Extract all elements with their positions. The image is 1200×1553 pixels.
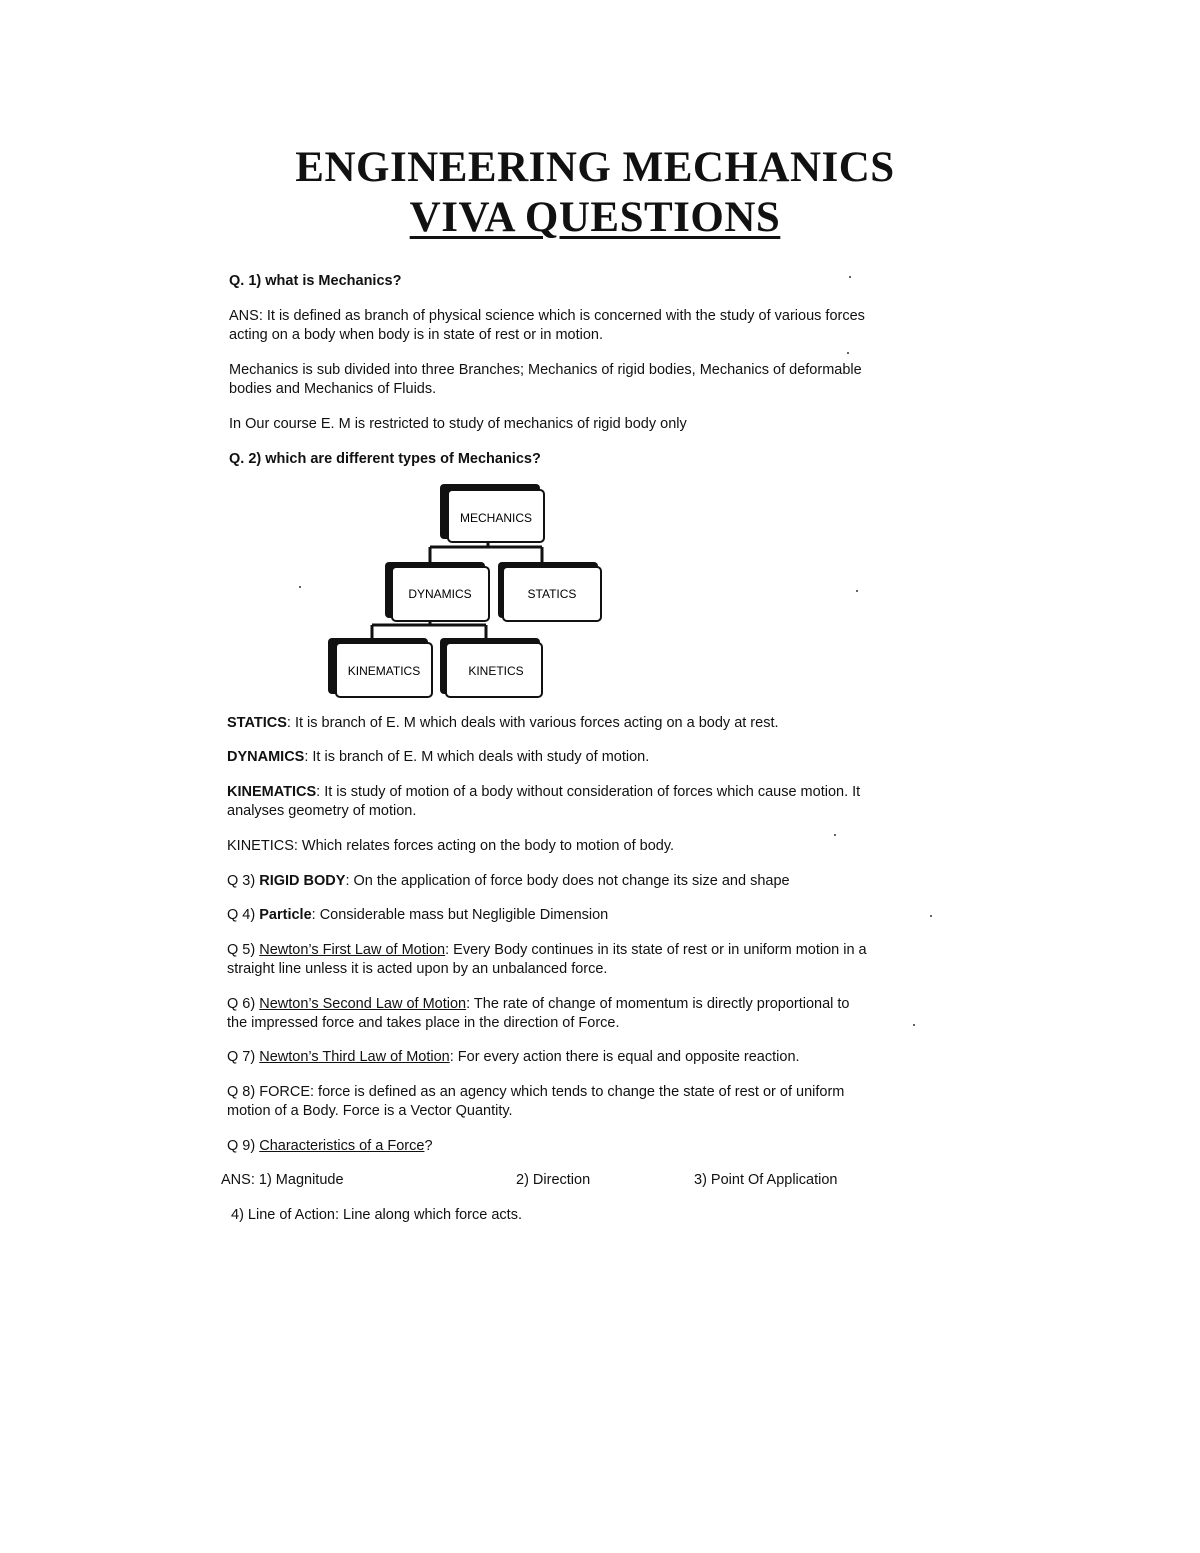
scan-speck: [849, 276, 851, 278]
q1-branches-line-2: bodies and Mechanics of Fluids.: [229, 381, 437, 397]
node-dynamics-label: DYNAMICS: [408, 587, 472, 601]
q1-branches-line-1: Mechanics is sub divided into three Branches; Mechanics of rigid bodies, Mechanics of deformable: [229, 362, 862, 378]
question-7: [227, 1048, 800, 1067]
scan-speck: [299, 586, 301, 588]
document-title: ENGINEERING MECHANICS: [295, 144, 895, 191]
kinematics-definition: : It is study of motion of a body without consideration of forces which cause motion. It: [316, 784, 861, 800]
node-kinetics: [440, 638, 542, 697]
question-2: Q. 2) which are different types of Mechanics?: [229, 451, 541, 467]
q5-term: Newton’s First Law of Motion: [259, 942, 446, 958]
answer-line-of-action: 4) Line of Action: Line along which force acts.: [231, 1207, 522, 1223]
question-8-line-2: motion of a Body. Force is a Vector Quantity.: [227, 1103, 513, 1119]
scan-speck: [847, 352, 849, 354]
statics-term: STATICS: [227, 715, 287, 731]
q7-number: Q 7): [227, 1049, 260, 1065]
definition-kinematics-line-1: [227, 783, 860, 802]
node-mechanics-label: MECHANICS: [459, 511, 533, 525]
q7-term: Newton’s Third Law of Motion: [259, 1049, 450, 1065]
dynamics-term: DYNAMICS: [227, 749, 305, 765]
answers-label: ANS:: [221, 1172, 259, 1188]
document-subtitle: [0, 193, 1190, 243]
subtitle-text: VIVA QUESTIONS: [409, 194, 781, 241]
q6-number: Q 6): [227, 996, 260, 1012]
statics-definition: : It is branch of E. M which deals with various forces acting on a body at rest.: [286, 715, 779, 731]
scan-speck: [856, 590, 858, 592]
q1-answer-line-1: [229, 307, 865, 326]
q9-number: Q 9): [227, 1138, 260, 1154]
question-9: [227, 1137, 433, 1156]
node-kinetics-label: KINETICS: [468, 664, 524, 678]
q8-number: Q 8): [227, 1084, 260, 1100]
q3-number: Q 3): [227, 873, 260, 889]
scan-speck: [913, 1024, 915, 1026]
kinetics-term: KINETICS: [227, 838, 294, 854]
scan-speck: [834, 834, 836, 836]
q1-course-note: In Our course E. M is restricted to study of mechanics of rigid body only: [229, 416, 687, 432]
dynamics-definition: : It is branch of E. M which deals with study of motion.: [304, 749, 650, 765]
q8-text: : force is defined as an agency which tends to change the state of rest or of uniform: [309, 1084, 845, 1100]
question-5-line-1: [227, 941, 867, 960]
kinematics-term: KINEMATICS: [227, 784, 317, 800]
ans-text: It is defined as branch of physical science which is concerned with the study of various forces: [262, 308, 865, 324]
node-kinematics-label: KINEMATICS: [347, 664, 421, 678]
q1-answer-line-2: acting on a body when body is in state of rest or in motion.: [229, 327, 603, 343]
node-dynamics: [385, 562, 489, 621]
answer-direction: 2) Direction: [516, 1172, 591, 1188]
q5-number: Q 5): [227, 942, 260, 958]
node-kinematics: [328, 638, 432, 697]
q3-term: RIGID BODY: [259, 873, 346, 889]
definition-kinematics-line-2: analyses geometry of motion.: [227, 803, 417, 819]
q6-text: : The rate of change of momentum is directly proportional to: [466, 996, 850, 1012]
question-6-line-2: the impressed force and takes place in the direction of Force.: [227, 1015, 620, 1031]
question-4: [227, 906, 608, 925]
q9-text: ?: [424, 1138, 433, 1154]
q4-term: Particle: [259, 907, 312, 923]
q6-term: Newton’s Second Law of Motion: [259, 996, 467, 1012]
scan-speck: [930, 915, 932, 917]
answer-1: 1) Magnitude: [258, 1172, 344, 1188]
q9-term: Characteristics of a Force: [259, 1138, 425, 1154]
definition-statics: [227, 714, 779, 733]
q4-text: : Considerable mass but Negligible Dimension: [311, 907, 609, 923]
question-6-line-1: [227, 995, 850, 1014]
node-statics-label: STATICS: [527, 587, 577, 601]
question-5-line-2: straight line unless it is acted upon by an unbalanced force.: [227, 961, 608, 977]
question-8-line-1: [227, 1083, 844, 1102]
q3-text: : On the application of force body does not change its size and shape: [345, 873, 790, 889]
kinetics-definition: : Which relates forces acting on the body to motion of body.: [293, 838, 675, 854]
q7-text: : For every action there is equal and opposite reaction.: [449, 1049, 800, 1065]
node-mechanics: [440, 484, 544, 542]
node-statics: [498, 562, 601, 621]
q8-term: FORCE: [259, 1084, 310, 1100]
q5-text: : Every Body continues in its state of rest or in uniform motion in a: [445, 942, 867, 958]
definition-dynamics: [227, 748, 649, 767]
question-1: Q. 1) what is Mechanics?: [229, 273, 402, 289]
definition-kinetics: [227, 837, 674, 856]
question-3: [227, 872, 790, 891]
ans-label: ANS:: [229, 308, 263, 324]
answer-magnitude: [221, 1171, 344, 1190]
mechanics-hierarchy-diagram: [320, 480, 620, 705]
answer-point-of-application: 3) Point Of Application: [694, 1172, 838, 1188]
q4-number: Q 4): [227, 907, 260, 923]
